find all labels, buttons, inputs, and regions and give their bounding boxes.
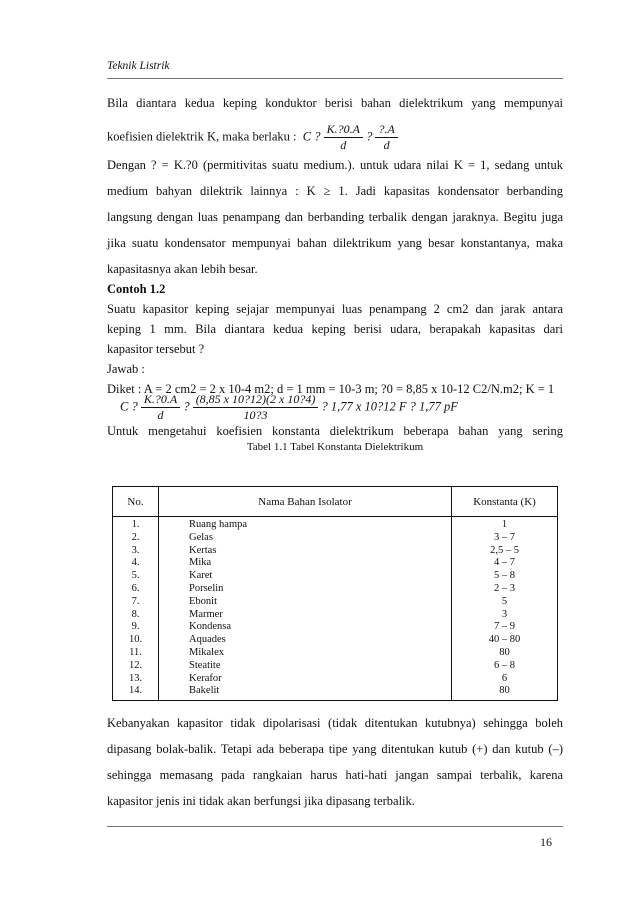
calculation: [120, 392, 560, 423]
constant-cell: 2,5 – 5: [490, 544, 519, 556]
material-cell: Kertas: [189, 544, 217, 556]
calc-result: ? 1,77 x 10?12 F ? 1,77 pF: [321, 399, 458, 414]
frac2-num: ?.A: [375, 122, 397, 138]
calc-eq1: ?: [183, 399, 190, 414]
table-header-row: [113, 487, 558, 517]
constant-cell: 6 – 8: [494, 659, 515, 671]
frac1-den: d: [340, 138, 347, 152]
para2-line2: medium bahyan dilektrik lainnya : K ≥ 1. Jadi kapasitas kondensator berbanding: [107, 184, 563, 198]
material-cell: Aquades: [189, 634, 226, 646]
no-cell: 4.: [131, 557, 140, 569]
no-cell: 2.: [131, 531, 140, 543]
constant-cell: 40 – 80: [488, 634, 521, 646]
calc-frac1-den: d: [157, 408, 164, 422]
no-cell: 1.: [131, 519, 140, 530]
col-header-no: No.: [113, 487, 159, 517]
col-header-constant: Konstanta (K): [452, 487, 558, 517]
para1-line1: Bila diantara kedua keping konduktor berisi bahan dielektrikum yang mempunyai: [107, 96, 563, 110]
para4-line3: sehingga memasang pada rangkaian harus hati-hati jangan sampai terbalik, karena: [107, 768, 563, 782]
constant-cell: 3: [501, 608, 508, 620]
calc-frac2-den: 10?3: [243, 408, 268, 422]
no-cell: 9.: [131, 621, 140, 633]
constant-cell: 1: [501, 519, 508, 530]
calc-frac2-num: (8,85 x 10?12)(2 x 10?4): [193, 392, 319, 408]
no-cell: 5.: [131, 570, 140, 582]
material-cell: Steatite: [189, 659, 221, 671]
page-number: 16: [540, 835, 552, 849]
constant-column: [452, 517, 558, 701]
para2-line4: jika suatu kondensator mempunyai bahan dilektrikum yang besar konstantanya, maka: [107, 236, 563, 250]
example-line2: keping 1 mm. Bila diantara kedua keping berisi udara, berapakah kapasitas dari: [107, 322, 563, 336]
para2-line3: langsung dengan luas penampang dan berbanding terbalik dengan jaraknya. Begitu juga: [107, 210, 563, 224]
para4-line2: dipasang bolak-balik. Tetapi ada beberapa tipe yang ditentukan kutub (+) dan kutub (–): [107, 742, 563, 756]
para2-line1: Dengan ? = K.?0 (permitivitas suatu medium.). untuk udara nilai K = 1, sedang untuk: [107, 158, 563, 172]
formula-frac1: [324, 122, 363, 153]
material-cell: Gelas: [189, 531, 213, 543]
calc-frac2: [193, 392, 319, 423]
constant-cell: 3 – 7: [494, 531, 515, 543]
answer-label: Jawab :: [107, 362, 145, 376]
no-cell: 7.: [131, 595, 140, 607]
constant-cell: 6: [501, 672, 508, 684]
constant-cell: 80: [499, 685, 510, 697]
no-cell: 13.: [128, 672, 143, 684]
example-heading: Contoh 1.2: [107, 282, 166, 296]
table-caption: Tabel 1.1 Tabel Konstanta Dielektrikum: [246, 441, 424, 453]
constant-cell: 7 – 9: [494, 621, 515, 633]
material-column: [159, 517, 452, 701]
no-cell: 11.: [129, 646, 142, 658]
para3-line1: Untuk mengetahui koefisien konstanta dielektrikum beberapa bahan yang sering: [107, 424, 563, 438]
calc-frac1: [141, 392, 180, 423]
constant-cell: 4 – 7: [494, 557, 515, 569]
material-cell: Porselin: [189, 582, 224, 594]
no-cell: 6.: [131, 582, 140, 594]
running-header: Teknik Listrik: [107, 60, 170, 72]
no-cell: 10.: [128, 634, 143, 646]
no-cell: 14.: [128, 685, 143, 697]
frac1-num: K.?0.A: [324, 122, 363, 138]
no-cell: 12.: [128, 659, 143, 671]
para1-line2: [107, 122, 563, 153]
formula-frac2: [375, 122, 397, 153]
material-cell: Kerafor: [189, 672, 222, 684]
table-body-row: [113, 517, 558, 701]
header-rule: [107, 78, 563, 79]
example-line1: Suatu kapasitor keping sejajar mempunyai luas penampang 2 cm2 dan jarak antara: [107, 302, 563, 316]
frac2-den: d: [383, 138, 390, 152]
material-cell: Bakelit: [189, 685, 220, 697]
calc-lhs: C ?: [120, 399, 138, 414]
material-cell: Marmer: [189, 608, 223, 620]
constant-cell: 80: [499, 646, 510, 658]
material-cell: Mika: [189, 557, 212, 569]
para4-line1: Kebanyakan kapasitor tidak dipolarisasi (tidak ditentukan kutubnya) sehingga boleh: [107, 716, 563, 730]
no-cell: 8.: [131, 608, 140, 620]
formula-eq: ?: [366, 129, 373, 144]
material-cell: Karet: [189, 570, 213, 582]
calc-frac1-num: K.?0.A: [141, 392, 180, 408]
material-cell: Mikalex: [189, 646, 224, 658]
dielectric-table: [112, 486, 558, 701]
formula-lhs: C ?: [302, 129, 321, 144]
constant-cell: 5: [501, 595, 508, 607]
para2-line5: kapasitasnya akan lebih besar.: [107, 262, 258, 276]
material-cell: Ebonit: [189, 595, 217, 607]
constant-cell: 5 – 8: [494, 570, 515, 582]
para4-line4: kapasitor jenis ini tidak akan berfungsi jika dipasang terbalik.: [107, 794, 415, 808]
material-cell: Kondensa: [189, 621, 231, 633]
material-cell: Ruang hampa: [189, 519, 248, 530]
example-line3: kapasitor tersebut ?: [107, 342, 205, 356]
para1-intro: koefisien dielektrik K, maka berlaku :: [107, 129, 297, 144]
col-header-material: Nama Bahan Isolator: [159, 487, 452, 517]
footer-rule: [107, 826, 563, 827]
given-values: Diket : A = 2 cm2 = 2 x 10-4 m2; d = 1 mm = 10-3 m; ?0 = 8,85 x 10-12 C2/N.m2; K = 1: [107, 382, 555, 396]
no-cell: 3.: [131, 544, 140, 556]
no-column: [113, 517, 159, 701]
constant-cell: 2 – 3: [494, 582, 515, 594]
